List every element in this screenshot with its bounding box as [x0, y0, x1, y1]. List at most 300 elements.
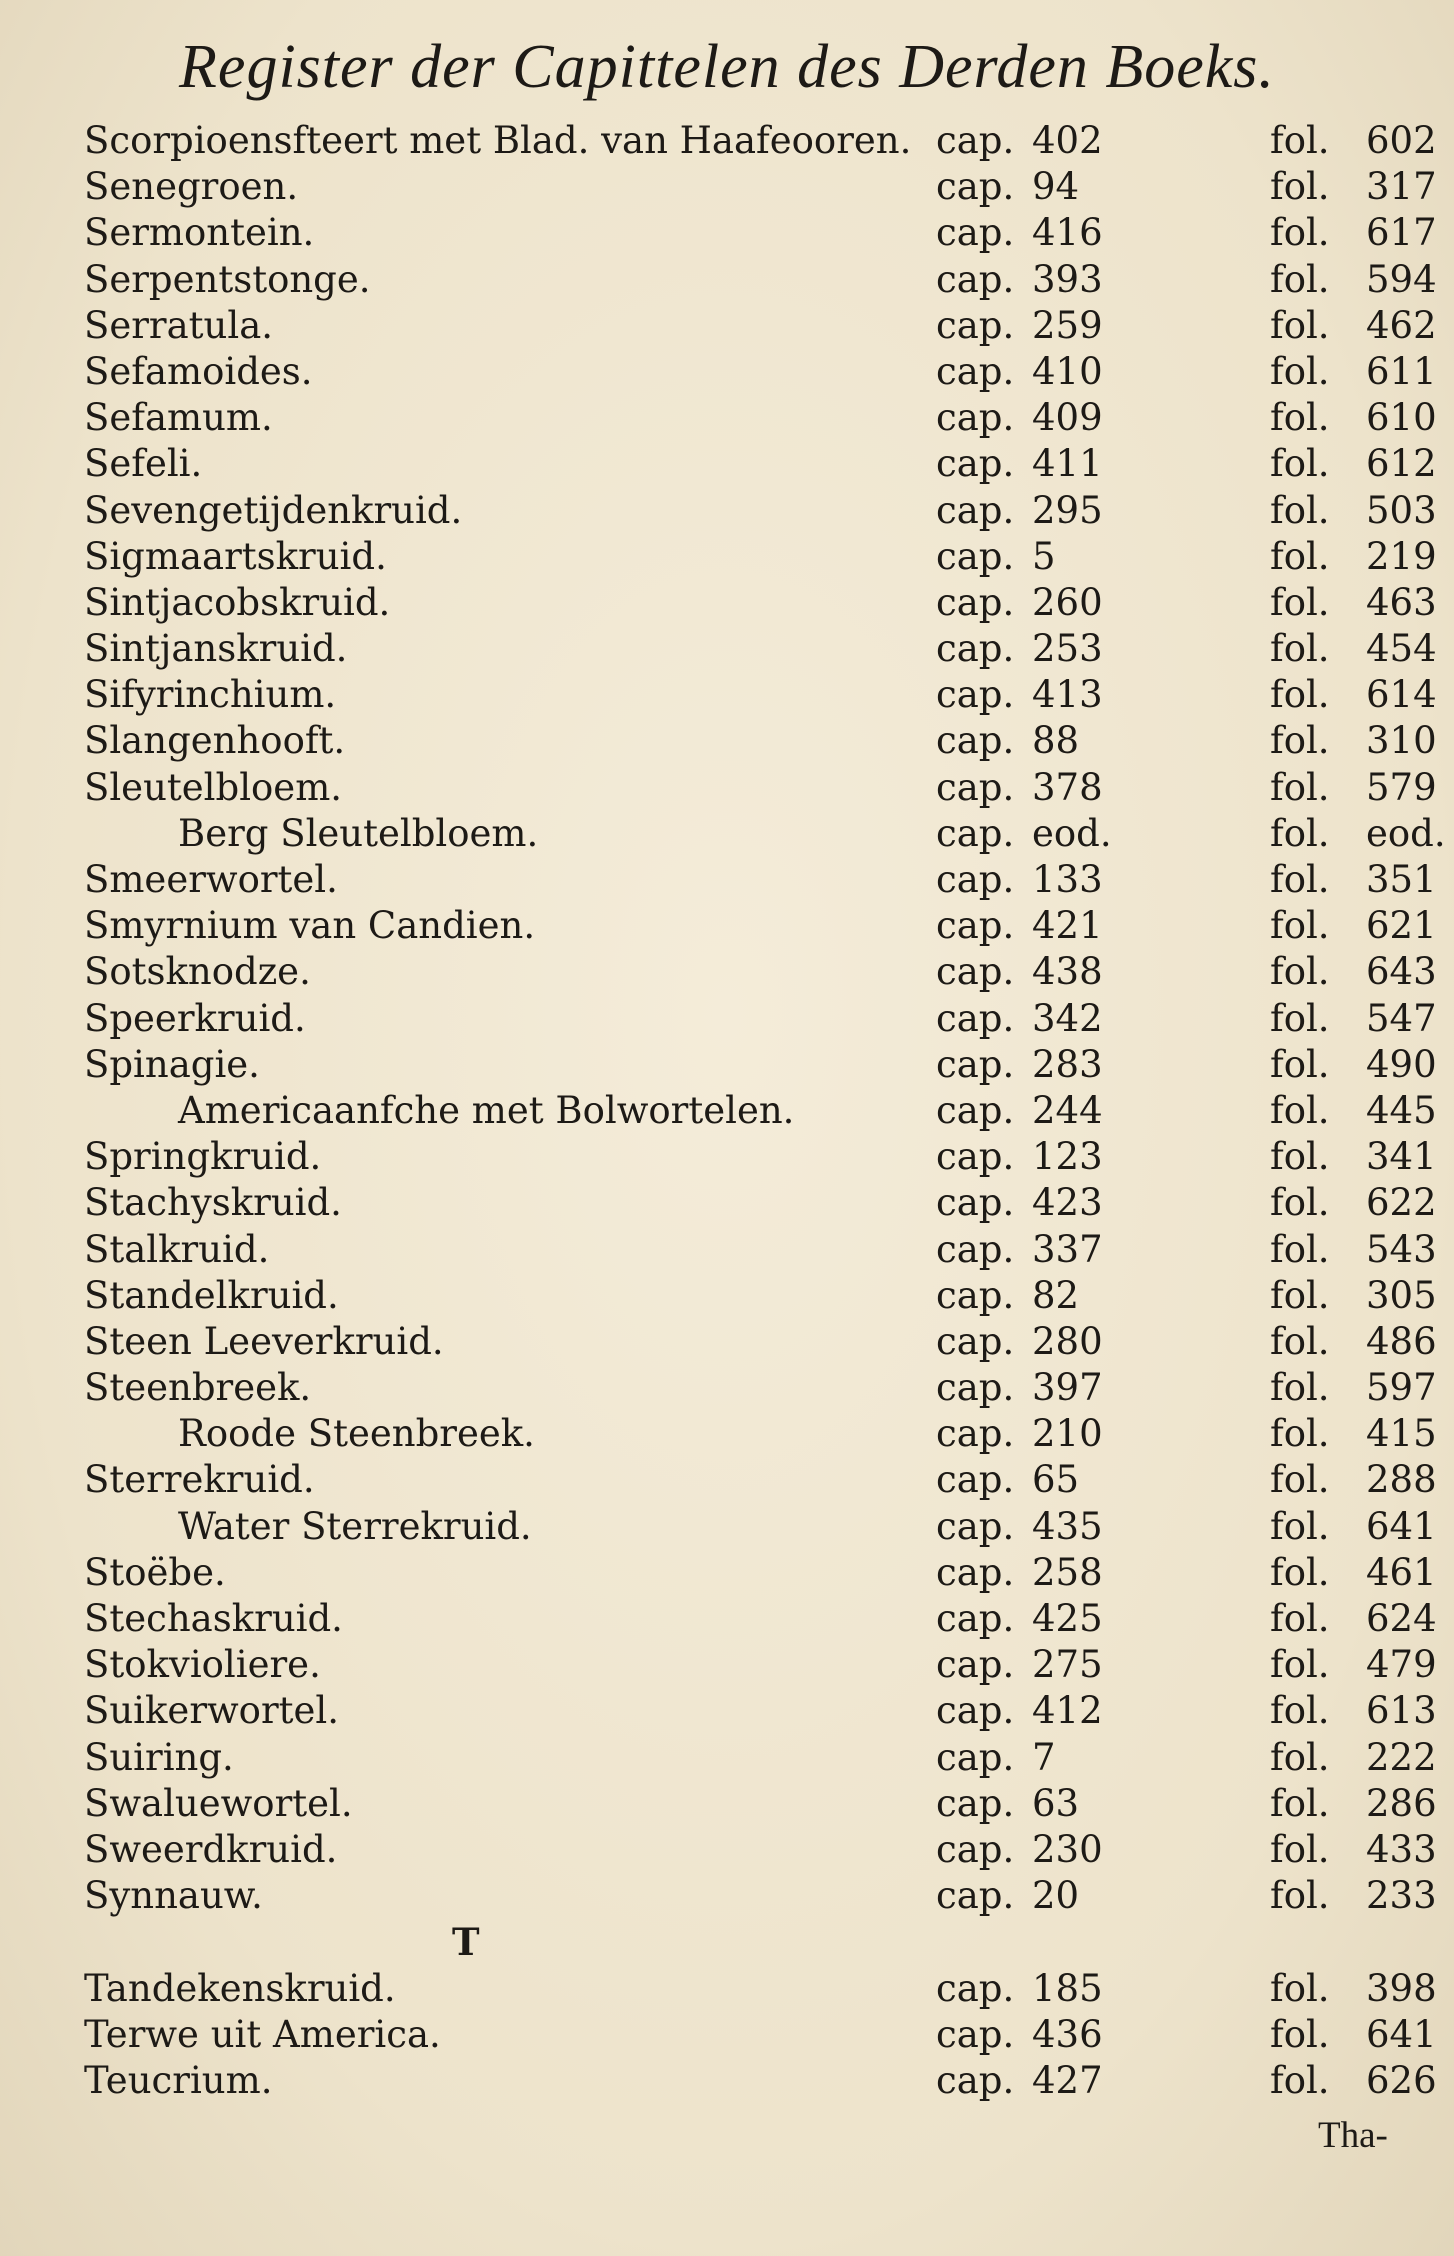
folio-ref	[1270, 765, 1437, 811]
cap-label: cap.	[936, 442, 1015, 486]
folio-ref	[1270, 1457, 1437, 1503]
chapter-number: 258	[1032, 1550, 1103, 1594]
cap-label: cap.	[936, 1827, 1015, 1871]
chapter-number: 425	[1032, 1597, 1103, 1640]
chapter-ref	[936, 1273, 1079, 1319]
folio-number: 641	[1366, 2012, 1437, 2056]
folio-ref	[1270, 1596, 1437, 1642]
fol-label: fol.	[1270, 1735, 1330, 1779]
entry-name: Swaluewortel.	[84, 1781, 353, 1825]
fol-label: fol.	[1270, 534, 1330, 578]
chapter-ref	[936, 1596, 1103, 1642]
chapter-number: 421	[1032, 904, 1103, 948]
catchword: Tha-	[1318, 2115, 1388, 2156]
cap-label: cap.	[936, 349, 1015, 393]
entry-name: Terwe uit America.	[84, 2012, 441, 2056]
cap-label: cap.	[936, 1319, 1015, 1363]
entry-name: Sermontein.	[84, 211, 315, 255]
entry-name: Americaanfche met Bolwortelen.	[178, 1088, 795, 1132]
folio-ref	[1270, 1873, 1437, 1919]
register-entry	[0, 257, 1454, 303]
folio-number: 543	[1366, 1227, 1437, 1271]
chapter-ref	[936, 1735, 1056, 1781]
register-entry	[0, 1180, 1454, 1226]
entry-name: Roode Steenbreek.	[178, 1412, 535, 1456]
chapter-ref	[936, 1180, 1103, 1226]
chapter-number: 423	[1032, 1181, 1103, 1225]
fol-label: fol.	[1270, 1781, 1330, 1825]
register-entry	[0, 1319, 1454, 1365]
fol-label: fol.	[1270, 673, 1330, 717]
entry-name: Stachyskruid.	[84, 1181, 342, 1225]
fol-label: fol.	[1270, 811, 1330, 855]
register-entry	[0, 118, 1454, 164]
chapter-ref	[936, 765, 1103, 811]
section-letter	[0, 1919, 1454, 1965]
fol-label: fol.	[1270, 119, 1330, 162]
fol-label: fol.	[1270, 1550, 1330, 1594]
entry-name: Steenbreek.	[84, 1366, 312, 1410]
chapter-ref	[936, 210, 1103, 256]
chapter-ref	[936, 718, 1079, 764]
fol-label: fol.	[1270, 2058, 1330, 2102]
register-entry	[0, 903, 1454, 949]
chapter-number: 133	[1032, 858, 1103, 901]
entry-name: Sotsknodze.	[84, 950, 311, 994]
cap-label: cap.	[936, 1458, 1015, 1502]
chapter-ref	[936, 1550, 1103, 1596]
entry-name: Sefeli.	[84, 442, 203, 486]
folio-number: 222	[1366, 1735, 1437, 1779]
folio-number: 351	[1366, 858, 1437, 901]
folio-ref	[1270, 1966, 1437, 2012]
cap-label: cap.	[936, 1088, 1015, 1132]
chapter-number: 259	[1032, 303, 1103, 347]
folio-ref	[1270, 718, 1437, 764]
cap-label: cap.	[936, 811, 1015, 855]
entry-name: Suiring.	[84, 1735, 234, 1779]
cap-label: cap.	[936, 904, 1015, 948]
cap-label: cap.	[936, 1874, 1015, 1918]
chapter-ref	[936, 441, 1103, 487]
register-entry	[0, 1688, 1454, 1734]
register-entry	[0, 718, 1454, 764]
cap-label: cap.	[936, 673, 1015, 717]
folio-number: 617	[1366, 211, 1437, 255]
folio-ref	[1270, 626, 1437, 672]
chapter-number: 435	[1032, 1504, 1103, 1548]
entry-name: Sefamoides.	[84, 349, 313, 393]
register-entry	[0, 2058, 1454, 2104]
folio-number: 622	[1366, 1181, 1437, 1225]
folio-ref	[1270, 1688, 1437, 1734]
folio-number: 305	[1366, 1273, 1437, 1317]
cap-label: cap.	[936, 1366, 1015, 1410]
cap-label: cap.	[936, 1227, 1015, 1271]
chapter-ref	[936, 349, 1103, 395]
cap-label: cap.	[936, 257, 1015, 301]
chapter-number: 295	[1032, 488, 1103, 532]
folio-number: 547	[1366, 996, 1437, 1040]
register-entry	[0, 1227, 1454, 1273]
folio-ref	[1270, 488, 1437, 534]
cap-label: cap.	[936, 950, 1015, 994]
cap-label: cap.	[936, 719, 1015, 763]
folio-number: 310	[1366, 719, 1437, 763]
folio-ref	[1270, 534, 1437, 580]
cap-label: cap.	[936, 488, 1015, 532]
cap-label: cap.	[936, 858, 1015, 901]
folio-number: 594	[1366, 257, 1437, 301]
register-entry	[0, 1596, 1454, 1642]
fol-label: fol.	[1270, 627, 1330, 671]
chapter-number: 94	[1032, 165, 1080, 209]
register-entry	[0, 2012, 1454, 2058]
register-entry	[0, 949, 1454, 995]
cap-label: cap.	[936, 534, 1015, 578]
register-entry	[0, 1642, 1454, 1688]
fol-label: fol.	[1270, 1135, 1330, 1179]
chapter-number: 410	[1032, 349, 1103, 393]
register-entry	[0, 580, 1454, 626]
entry-name: Serratula.	[84, 303, 274, 347]
fol-label: fol.	[1270, 1689, 1330, 1733]
register-entry	[0, 349, 1454, 395]
chapter-ref	[936, 2012, 1103, 2058]
chapter-ref	[936, 1365, 1103, 1411]
fol-label: fol.	[1270, 1458, 1330, 1502]
cap-label: cap.	[936, 165, 1015, 209]
chapter-ref	[936, 488, 1103, 534]
folio-ref	[1270, 1088, 1437, 1134]
register-entry	[0, 1827, 1454, 1873]
folio-number: 415	[1366, 1412, 1437, 1456]
cap-label: cap.	[936, 1135, 1015, 1179]
chapter-number: 210	[1032, 1412, 1103, 1456]
chapter-number: 253	[1032, 627, 1103, 671]
chapter-ref	[936, 1411, 1103, 1457]
register-entry	[0, 1550, 1454, 1596]
fol-label: fol.	[1270, 1088, 1330, 1132]
entry-name: Sleutelbloem.	[84, 765, 343, 809]
chapter-number: 397	[1032, 1366, 1103, 1410]
entry-name: Spinagie.	[84, 1042, 260, 1086]
fol-label: fol.	[1270, 858, 1330, 901]
register-list	[0, 118, 1454, 2104]
cap-label: cap.	[936, 1689, 1015, 1733]
entry-name: Sigmaartskruid.	[84, 534, 387, 578]
cap-label: cap.	[936, 1966, 1015, 2010]
folio-ref	[1270, 857, 1437, 903]
chapter-ref	[936, 1504, 1103, 1550]
fol-label: fol.	[1270, 765, 1330, 809]
entry-name: Teucrium.	[84, 2058, 273, 2102]
folio-ref	[1270, 672, 1437, 718]
fol-label: fol.	[1270, 1273, 1330, 1317]
cap-label: cap.	[936, 2058, 1015, 2102]
folio-ref	[1270, 1735, 1437, 1781]
chapter-ref	[936, 1688, 1103, 1734]
register-entry	[0, 1365, 1454, 1411]
fol-label: fol.	[1270, 1042, 1330, 1086]
folio-ref	[1270, 903, 1437, 949]
fol-label: fol.	[1270, 1227, 1330, 1271]
chapter-ref	[936, 1873, 1079, 1919]
folio-number: 621	[1366, 904, 1437, 948]
register-entry	[0, 303, 1454, 349]
entry-name: Sefamum.	[84, 396, 273, 440]
register-entry	[0, 1134, 1454, 1180]
chapter-number: 260	[1032, 580, 1103, 624]
chapter-ref	[936, 811, 1112, 857]
folio-number: 610	[1366, 396, 1437, 440]
chapter-ref	[936, 949, 1103, 995]
folio-ref	[1270, 949, 1437, 995]
cap-label: cap.	[936, 1042, 1015, 1086]
chapter-number: 436	[1032, 2012, 1103, 2056]
chapter-number: 275	[1032, 1643, 1103, 1687]
folio-ref	[1270, 1781, 1437, 1827]
folio-number: 641	[1366, 1504, 1437, 1548]
register-entry	[0, 1873, 1454, 1919]
entry-name: Standelkruid.	[84, 1273, 339, 1317]
chapter-number: 5	[1032, 534, 1056, 578]
register-entry	[0, 1088, 1454, 1134]
fol-label: fol.	[1270, 580, 1330, 624]
fol-label: fol.	[1270, 1874, 1330, 1918]
folio-number: 602	[1366, 119, 1437, 162]
folio-ref	[1270, 1227, 1437, 1273]
chapter-ref	[936, 1642, 1103, 1688]
folio-ref	[1270, 1042, 1437, 1088]
chapter-ref	[936, 1781, 1079, 1827]
cap-label: cap.	[936, 396, 1015, 440]
folio-ref	[1270, 441, 1437, 487]
fol-label: fol.	[1270, 950, 1330, 994]
chapter-number: 393	[1032, 257, 1103, 301]
chapter-ref	[936, 534, 1056, 580]
folio-number: 611	[1366, 349, 1437, 393]
folio-ref	[1270, 1550, 1437, 1596]
fol-label: fol.	[1270, 1319, 1330, 1363]
register-entry	[0, 857, 1454, 903]
entry-name: Scorpioensfteert met Blad. van Haafeooren.	[84, 119, 912, 162]
fol-label: fol.	[1270, 996, 1330, 1040]
folio-ref	[1270, 811, 1446, 857]
cap-label: cap.	[936, 1735, 1015, 1779]
fol-label: fol.	[1270, 1643, 1330, 1687]
entry-name: Smeerwortel.	[84, 858, 338, 901]
folio-ref	[1270, 2012, 1437, 2058]
chapter-number: 82	[1032, 1273, 1080, 1317]
cap-label: cap.	[936, 1550, 1015, 1594]
chapter-number: 427	[1032, 2058, 1103, 2102]
folio-number: 454	[1366, 627, 1437, 671]
chapter-number: 412	[1032, 1689, 1103, 1733]
folio-number: 219	[1366, 534, 1437, 578]
folio-number: 486	[1366, 1319, 1437, 1363]
register-entry	[0, 672, 1454, 718]
fol-label: fol.	[1270, 1504, 1330, 1548]
cap-label: cap.	[936, 627, 1015, 671]
cap-label: cap.	[936, 1781, 1015, 1825]
folio-ref	[1270, 1411, 1437, 1457]
chapter-number: 20	[1032, 1874, 1080, 1918]
chapter-number: 378	[1032, 765, 1103, 809]
chapter-ref	[936, 672, 1103, 718]
folio-number: 317	[1366, 165, 1437, 209]
cap-label: cap.	[936, 996, 1015, 1040]
chapter-number: 65	[1032, 1458, 1080, 1502]
entry-name: Suikerwortel.	[84, 1689, 340, 1733]
chapter-ref	[936, 1827, 1103, 1873]
cap-label: cap.	[936, 1597, 1015, 1640]
cap-label: cap.	[936, 580, 1015, 624]
entry-name: Stoëbe.	[84, 1550, 226, 1594]
chapter-ref	[936, 1966, 1103, 2012]
folio-number: 445	[1366, 1088, 1437, 1132]
chapter-ref	[936, 164, 1079, 210]
chapter-ref	[936, 257, 1103, 303]
folio-number: 643	[1366, 950, 1437, 994]
register-entry	[0, 1273, 1454, 1319]
register-entry	[0, 441, 1454, 487]
register-entry	[0, 1457, 1454, 1503]
folio-number: 490	[1366, 1042, 1437, 1086]
cap-label: cap.	[936, 2012, 1015, 2056]
entry-name: Serpentstonge.	[84, 257, 371, 301]
page-title: Register der Capittelen des Derden Boeks.	[179, 33, 1275, 101]
entry-name: Stokvioliere.	[84, 1643, 321, 1687]
chapter-number: 7	[1032, 1735, 1056, 1779]
chapter-number: 438	[1032, 950, 1103, 994]
fol-label: fol.	[1270, 2012, 1330, 2056]
folio-number: 503	[1366, 488, 1437, 532]
fol-label: fol.	[1270, 904, 1330, 948]
entry-name: Stalkruid.	[84, 1227, 270, 1271]
fol-label: fol.	[1270, 1966, 1330, 2010]
register-entry	[0, 1735, 1454, 1781]
folio-number: 624	[1366, 1597, 1437, 1640]
folio-ref	[1270, 349, 1437, 395]
cap-label: cap.	[936, 303, 1015, 347]
entry-name: Water Sterrekruid.	[178, 1504, 532, 1548]
folio-number: 286	[1366, 1781, 1437, 1825]
entry-name: Springkruid.	[84, 1135, 322, 1179]
folio-number: 233	[1366, 1874, 1437, 1918]
section-letter-text: T	[452, 1920, 480, 1965]
chapter-ref	[936, 580, 1103, 626]
folio-number: 614	[1366, 673, 1437, 717]
entry-name: Sterrekruid.	[84, 1458, 315, 1502]
chapter-ref	[936, 395, 1103, 441]
folio-ref	[1270, 1319, 1437, 1365]
entry-name: Smyrnium van Candien.	[84, 904, 536, 948]
chapter-number: 342	[1032, 996, 1103, 1040]
register-entry	[0, 1781, 1454, 1827]
chapter-number: 230	[1032, 1827, 1103, 1871]
fol-label: fol.	[1270, 719, 1330, 763]
chapter-number: 416	[1032, 211, 1103, 255]
fol-label: fol.	[1270, 165, 1330, 209]
fol-label: fol.	[1270, 1181, 1330, 1225]
chapter-number: 244	[1032, 1088, 1103, 1132]
chapter-number: 283	[1032, 1042, 1103, 1086]
fol-label: fol.	[1270, 1412, 1330, 1456]
folio-ref	[1270, 2058, 1437, 2104]
entry-name: Tandekenskruid.	[84, 1966, 396, 2010]
cap-label: cap.	[936, 211, 1015, 255]
chapter-number: 337	[1032, 1227, 1103, 1271]
chapter-ref	[936, 1457, 1079, 1503]
register-entry	[0, 1504, 1454, 1550]
entry-name: Stechaskruid.	[84, 1597, 343, 1640]
chapter-ref	[936, 118, 1103, 164]
folio-ref	[1270, 1273, 1437, 1319]
entry-name: Speerkruid.	[84, 996, 306, 1040]
register-entry	[0, 996, 1454, 1042]
register-entry	[0, 210, 1454, 256]
fol-label: fol.	[1270, 1827, 1330, 1871]
cap-label: cap.	[936, 1643, 1015, 1687]
folio-number: 612	[1366, 442, 1437, 486]
register-entry	[0, 534, 1454, 580]
chapter-ref	[936, 2058, 1103, 2104]
chapter-ref	[936, 996, 1103, 1042]
folio-ref	[1270, 118, 1437, 164]
folio-number: 579	[1366, 765, 1437, 809]
entry-name: Senegroen.	[84, 165, 299, 209]
register-entry	[0, 1411, 1454, 1457]
folio-ref	[1270, 1642, 1437, 1688]
chapter-ref	[936, 1134, 1103, 1180]
chapter-number: 63	[1032, 1781, 1080, 1825]
register-entry	[0, 488, 1454, 534]
chapter-number: 280	[1032, 1319, 1103, 1363]
cap-label: cap.	[936, 1181, 1015, 1225]
fol-label: fol.	[1270, 257, 1330, 301]
cap-label: cap.	[936, 119, 1015, 162]
cap-label: cap.	[936, 1273, 1015, 1317]
folio-ref	[1270, 164, 1437, 210]
chapter-number: 409	[1032, 396, 1103, 440]
chapter-number: 402	[1032, 119, 1103, 162]
fol-label: fol.	[1270, 303, 1330, 347]
chapter-number: 411	[1032, 442, 1103, 486]
chapter-ref	[936, 1227, 1103, 1273]
entry-name: Sifyrinchium.	[84, 673, 337, 717]
folio-ref	[1270, 1827, 1437, 1873]
entry-name: Sweerdkruid.	[84, 1827, 338, 1871]
folio-ref	[1270, 210, 1437, 256]
chapter-ref	[936, 1088, 1103, 1134]
entry-name: Sintjanskruid.	[84, 627, 348, 671]
fol-label: fol.	[1270, 211, 1330, 255]
register-entry	[0, 1042, 1454, 1088]
folio-number: 398	[1366, 1966, 1437, 2010]
register-entry	[0, 1966, 1454, 2012]
chapter-number: 185	[1032, 1966, 1103, 2010]
register-entry	[0, 811, 1454, 857]
chapter-ref	[936, 857, 1103, 903]
folio-number: 626	[1366, 2058, 1437, 2102]
folio-ref	[1270, 996, 1437, 1042]
chapter-number: 413	[1032, 673, 1103, 717]
fol-label: fol.	[1270, 1366, 1330, 1410]
register-entry	[0, 395, 1454, 441]
chapter-number: 88	[1032, 719, 1080, 763]
chapter-ref	[936, 903, 1103, 949]
